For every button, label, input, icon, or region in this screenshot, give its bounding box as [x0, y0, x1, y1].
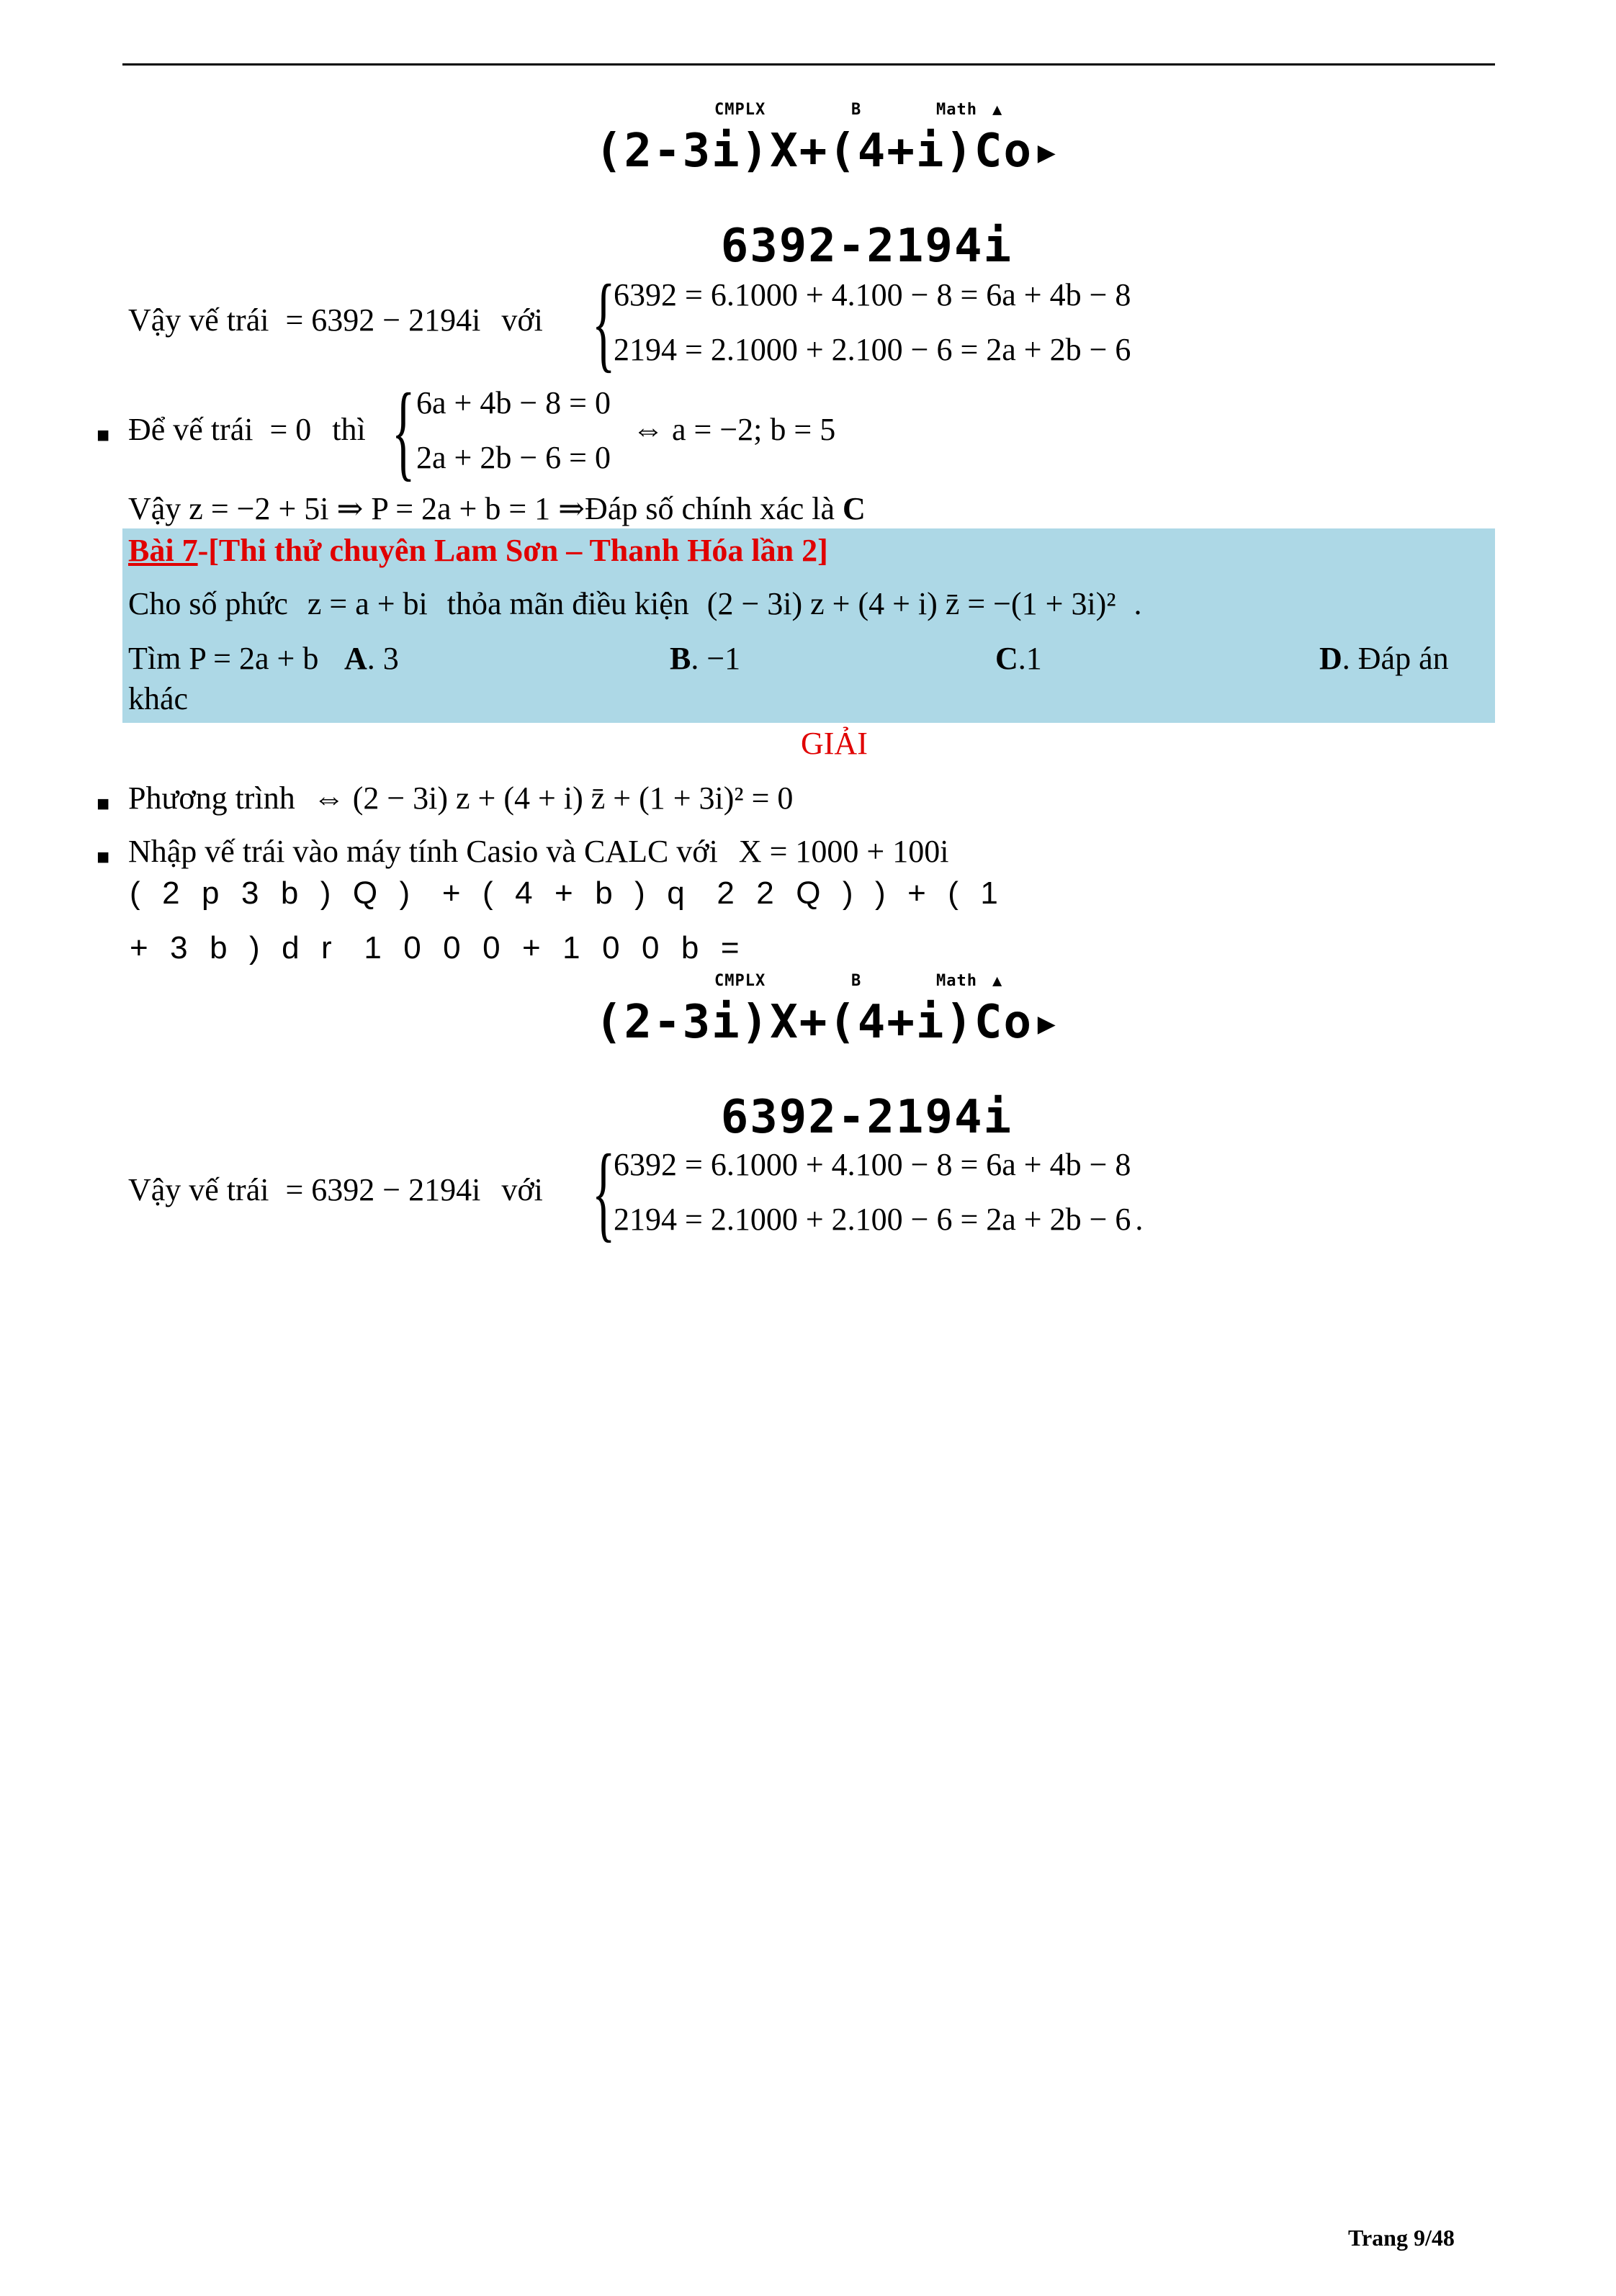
option-c-value: .1 — [1018, 641, 1042, 676]
statement-z: z = a + bi — [307, 586, 428, 621]
header-rule — [122, 63, 1495, 66]
option-c — [995, 639, 1042, 678]
triangle-up-icon: ▲ — [992, 972, 1003, 990]
option-a-label: A — [344, 641, 367, 676]
bullet-icon: ■ — [96, 423, 110, 447]
option-a-value: . 3 — [367, 641, 399, 676]
key-sequence-line-1: ( 2 p 3 b ) Q ) + ( 4 + b ) q 2 2 Q ) ) + ( 1 — [130, 875, 1000, 911]
statement-prefix: Cho số phức — [128, 586, 288, 621]
bullet-3-value: X = 1000 + 100i — [738, 834, 949, 869]
conclusion-line-1 — [128, 301, 543, 340]
find-expr: P = 2a + b — [189, 641, 319, 676]
bullet-2-label: Phương trình — [128, 780, 295, 816]
calculator-screen-2 — [595, 972, 1062, 1146]
problem-find — [128, 639, 318, 678]
calc-status-bar — [595, 972, 1041, 994]
bullet-1-cond: = 0 — [269, 412, 312, 447]
option-b-value: . −1 — [691, 641, 741, 676]
statement-mid: thỏa mãn điều kiện — [446, 586, 689, 621]
option-d-label: D — [1319, 641, 1342, 676]
bullet-3-label: Nhập vế trái vào máy tính Casio và CALC với — [128, 834, 718, 869]
option-b-label: B — [670, 641, 691, 676]
calc-mode: CMPLX — [714, 101, 766, 119]
problem-dash: - — [197, 533, 209, 568]
system-3 — [614, 1138, 1143, 1247]
system-brace-2: { — [392, 372, 416, 491]
calc-math: Math — [936, 101, 977, 119]
calc-box-icon: B — [851, 972, 862, 990]
triangle-up-icon: ▲ — [992, 101, 1003, 119]
calc-result: 6392-2194i — [720, 220, 1013, 273]
conclusion-2-tail: Đáp số chính xác là — [585, 491, 835, 526]
page-number: Trang 9/48 — [1348, 2225, 1455, 2251]
system-brace-3: { — [592, 1133, 616, 1252]
system-3-period: . — [1135, 1202, 1144, 1237]
conclusion-3-prefix: Vậy vế trái — [128, 1172, 269, 1207]
conclusion-line-2 — [128, 490, 866, 528]
conclusion-with: với — [501, 302, 543, 338]
calc-math: Math — [936, 972, 977, 990]
bullet-1-result: ⇔ a = −2; b = 5 — [632, 412, 836, 447]
system-3-eq2 — [614, 1192, 1143, 1247]
calc-result: 6392-2194i — [720, 1091, 1013, 1144]
problem-source: [Thi thử chuyên Lam Sơn – Thanh Hóa lần 2] — [208, 533, 828, 568]
bullet-2-equation: ⇔ (2 − 3i) z + (4 + i) z̄ + (1 + 3i)² = 0 — [313, 780, 794, 816]
conclusion-2-math: Vậy z = −2 + 5i ⇒ P = 2a + b = 1 ⇒ — [128, 491, 585, 526]
bullet-1-then: thì — [332, 412, 366, 447]
calc-expression: (2-3i)X+(4+i)Co▸ — [595, 125, 1062, 178]
statement-period: . — [1134, 586, 1142, 621]
conclusion-2-answer: C — [843, 491, 866, 526]
bullet-1-text — [128, 410, 366, 449]
calc-status-bar — [595, 101, 1041, 122]
solution-title: GIẢI — [801, 726, 868, 761]
problem-number: Bài 7 — [128, 533, 198, 568]
calc-mode: CMPLX — [714, 972, 766, 990]
system-brace-1: { — [592, 263, 616, 382]
option-a — [344, 639, 399, 678]
bullet-1-prefix: Để vế trái — [128, 412, 253, 447]
system-1-eq2: 2194 = 2.1000 + 2.100 − 6 = 2a + 2b − 6 — [614, 332, 1131, 367]
option-d-cont: khác — [128, 681, 189, 716]
bullet-3-text — [128, 832, 948, 871]
system-1 — [614, 268, 1131, 377]
calc-box-icon: B — [851, 101, 862, 119]
conclusion-3-value: = 6392 − 2194i — [285, 1172, 481, 1207]
system-1-eq1: 6392 = 6.1000 + 4.100 − 8 = 6a + 4b − 8 — [614, 277, 1131, 312]
system-3-eq2-text: 2194 = 2.1000 + 2.100 − 6 = 2a + 2b − 6 — [614, 1202, 1131, 1237]
system-2-eq2: 2a + 2b − 6 = 0 — [416, 440, 611, 475]
conclusion-3-with: với — [501, 1172, 543, 1207]
statement-equation: (2 − 3i) z + (4 + i) z̄ = −(1 + 3i)² — [706, 586, 1116, 621]
system-3-eq1: 6392 = 6.1000 + 4.100 − 8 = 6a + 4b − 8 — [614, 1147, 1131, 1182]
conclusion-value: = 6392 − 2194i — [285, 302, 481, 338]
find-label: Tìm — [128, 641, 181, 676]
conclusion-prefix: Vậy vế trái — [128, 302, 269, 338]
conclusion-line-3 — [128, 1171, 543, 1210]
option-b — [670, 639, 740, 678]
problem-heading — [128, 531, 828, 570]
key-sequence-line-2: + 3 b ) d r 1 0 0 0 + 1 0 0 b = — [130, 930, 741, 965]
bullet-icon: ■ — [96, 845, 110, 869]
option-c-label: C — [995, 641, 1018, 676]
bullet-icon: ■ — [96, 792, 110, 816]
system-2-eq1: 6a + 4b − 8 = 0 — [416, 385, 611, 420]
option-d — [1319, 639, 1449, 678]
bullet-2-text — [128, 779, 793, 818]
calculator-screen-1 — [595, 101, 1062, 275]
system-2 — [416, 376, 611, 485]
problem-statement — [128, 585, 1142, 623]
calc-expression: (2-3i)X+(4+i)Co▸ — [595, 996, 1062, 1049]
option-d-value: . Đáp án — [1342, 641, 1449, 676]
